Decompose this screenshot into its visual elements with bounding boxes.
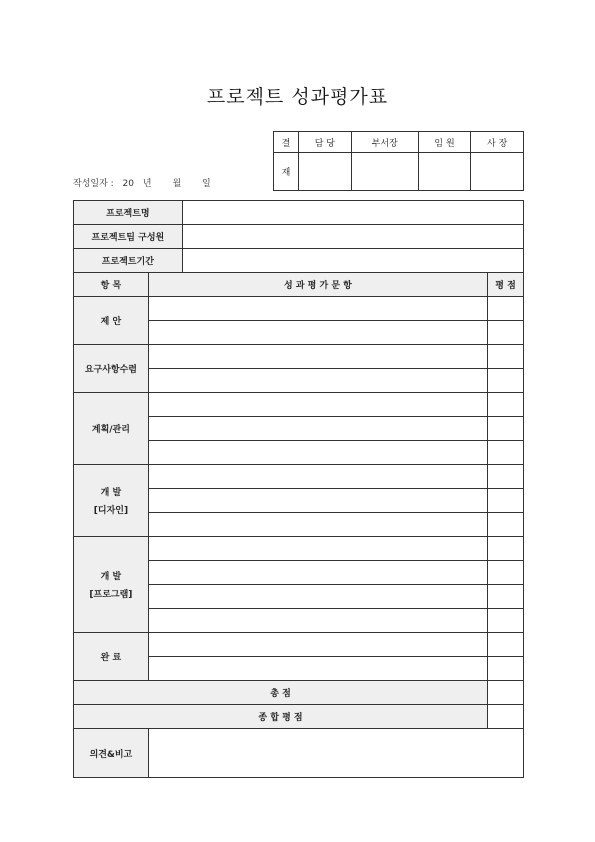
date-month-unit: 월 <box>172 179 182 189</box>
question-row <box>74 297 524 321</box>
question-field[interactable] <box>148 657 487 681</box>
project-team-label: 프로젝트팀 구성원 <box>74 225 183 249</box>
project-period-field[interactable] <box>182 249 523 273</box>
total-label: 총 점 <box>74 681 488 705</box>
date-year: 20 <box>122 179 134 189</box>
score-field[interactable] <box>488 513 524 537</box>
category-label-line1: 요구사항수렴 <box>84 365 137 375</box>
score-field[interactable] <box>488 585 524 609</box>
header-item: 항 목 <box>74 273 149 297</box>
question-field[interactable] <box>148 417 487 441</box>
question-field[interactable] <box>148 393 487 417</box>
approval-col-4: 사 장 <box>471 132 524 153</box>
score-field[interactable] <box>488 417 524 441</box>
question-field[interactable] <box>148 441 487 465</box>
score-field[interactable] <box>488 345 524 369</box>
remarks-field[interactable] <box>148 729 523 778</box>
question-row <box>74 393 524 417</box>
approval-sign-1[interactable] <box>299 153 352 191</box>
score-field[interactable] <box>488 321 524 345</box>
question-field[interactable] <box>148 321 487 345</box>
approval-label-top: 결 <box>274 132 299 153</box>
category-label-line1: 개 발 <box>100 572 122 582</box>
category-label <box>74 297 149 345</box>
question-field[interactable] <box>148 537 487 561</box>
project-period-label: 프로젝트기간 <box>74 249 183 273</box>
question-row <box>74 465 524 489</box>
score-field[interactable] <box>488 297 524 321</box>
category-label <box>74 633 149 681</box>
question-field[interactable] <box>148 369 487 393</box>
approval-label-bottom: 재 <box>274 153 299 191</box>
project-team-field[interactable] <box>182 225 523 249</box>
score-field[interactable] <box>488 465 524 489</box>
overall-label: 종 합 평 점 <box>74 705 488 729</box>
score-field[interactable] <box>488 561 524 585</box>
question-field[interactable] <box>148 465 487 489</box>
question-field[interactable] <box>148 609 487 633</box>
score-field[interactable] <box>488 393 524 417</box>
approval-col-1: 담 당 <box>299 132 352 153</box>
category-label-line2: [프로그램] <box>89 590 133 600</box>
question-row <box>74 537 524 561</box>
date-day-unit: 일 <box>202 179 211 189</box>
score-field[interactable] <box>488 441 524 465</box>
date-year-unit: 년 <box>142 179 152 189</box>
category-label <box>74 345 149 393</box>
question-field[interactable] <box>148 345 487 369</box>
approval-sign-2[interactable] <box>351 153 418 191</box>
approval-box <box>273 131 524 191</box>
category-label <box>74 465 149 537</box>
score-field[interactable] <box>488 609 524 633</box>
evaluation-form <box>73 200 524 778</box>
date-label: 작성일자 : <box>73 179 114 189</box>
approval-sign-3[interactable] <box>418 153 471 191</box>
approval-col-2: 부서장 <box>351 132 418 153</box>
score-field[interactable] <box>488 633 524 657</box>
score-field[interactable] <box>488 489 524 513</box>
question-row <box>74 633 524 657</box>
score-field[interactable] <box>488 537 524 561</box>
question-field[interactable] <box>148 585 487 609</box>
score-field[interactable] <box>488 369 524 393</box>
project-name-label: 프로젝트명 <box>74 201 183 225</box>
approval-sign-4[interactable] <box>471 153 524 191</box>
category-label <box>74 537 149 633</box>
date-line <box>73 176 217 189</box>
total-score-field[interactable] <box>488 681 524 705</box>
category-label-line2: [디자인] <box>93 506 129 516</box>
overall-score-field[interactable] <box>488 705 524 729</box>
header-content: 성 과 평 가 문 항 <box>148 273 487 297</box>
score-field[interactable] <box>488 657 524 681</box>
category-label-line1: 계획/관리 <box>91 425 130 435</box>
category-label-line1: 제 안 <box>100 317 122 327</box>
category-label <box>74 393 149 465</box>
question-field[interactable] <box>148 297 487 321</box>
category-rows <box>74 297 524 681</box>
remarks-label: 의견&비고 <box>74 729 149 778</box>
header-score: 평 점 <box>488 273 524 297</box>
category-label-line1: 완 료 <box>100 653 122 663</box>
question-field[interactable] <box>148 489 487 513</box>
page-title: 프로젝트 성과평가표 <box>206 86 389 108</box>
approval-col-3: 임 원 <box>418 132 471 153</box>
question-row <box>74 345 524 369</box>
question-field[interactable] <box>148 561 487 585</box>
project-name-field[interactable] <box>182 201 523 225</box>
question-field[interactable] <box>148 633 487 657</box>
category-label-line1: 개 발 <box>100 488 122 498</box>
question-field[interactable] <box>148 513 487 537</box>
